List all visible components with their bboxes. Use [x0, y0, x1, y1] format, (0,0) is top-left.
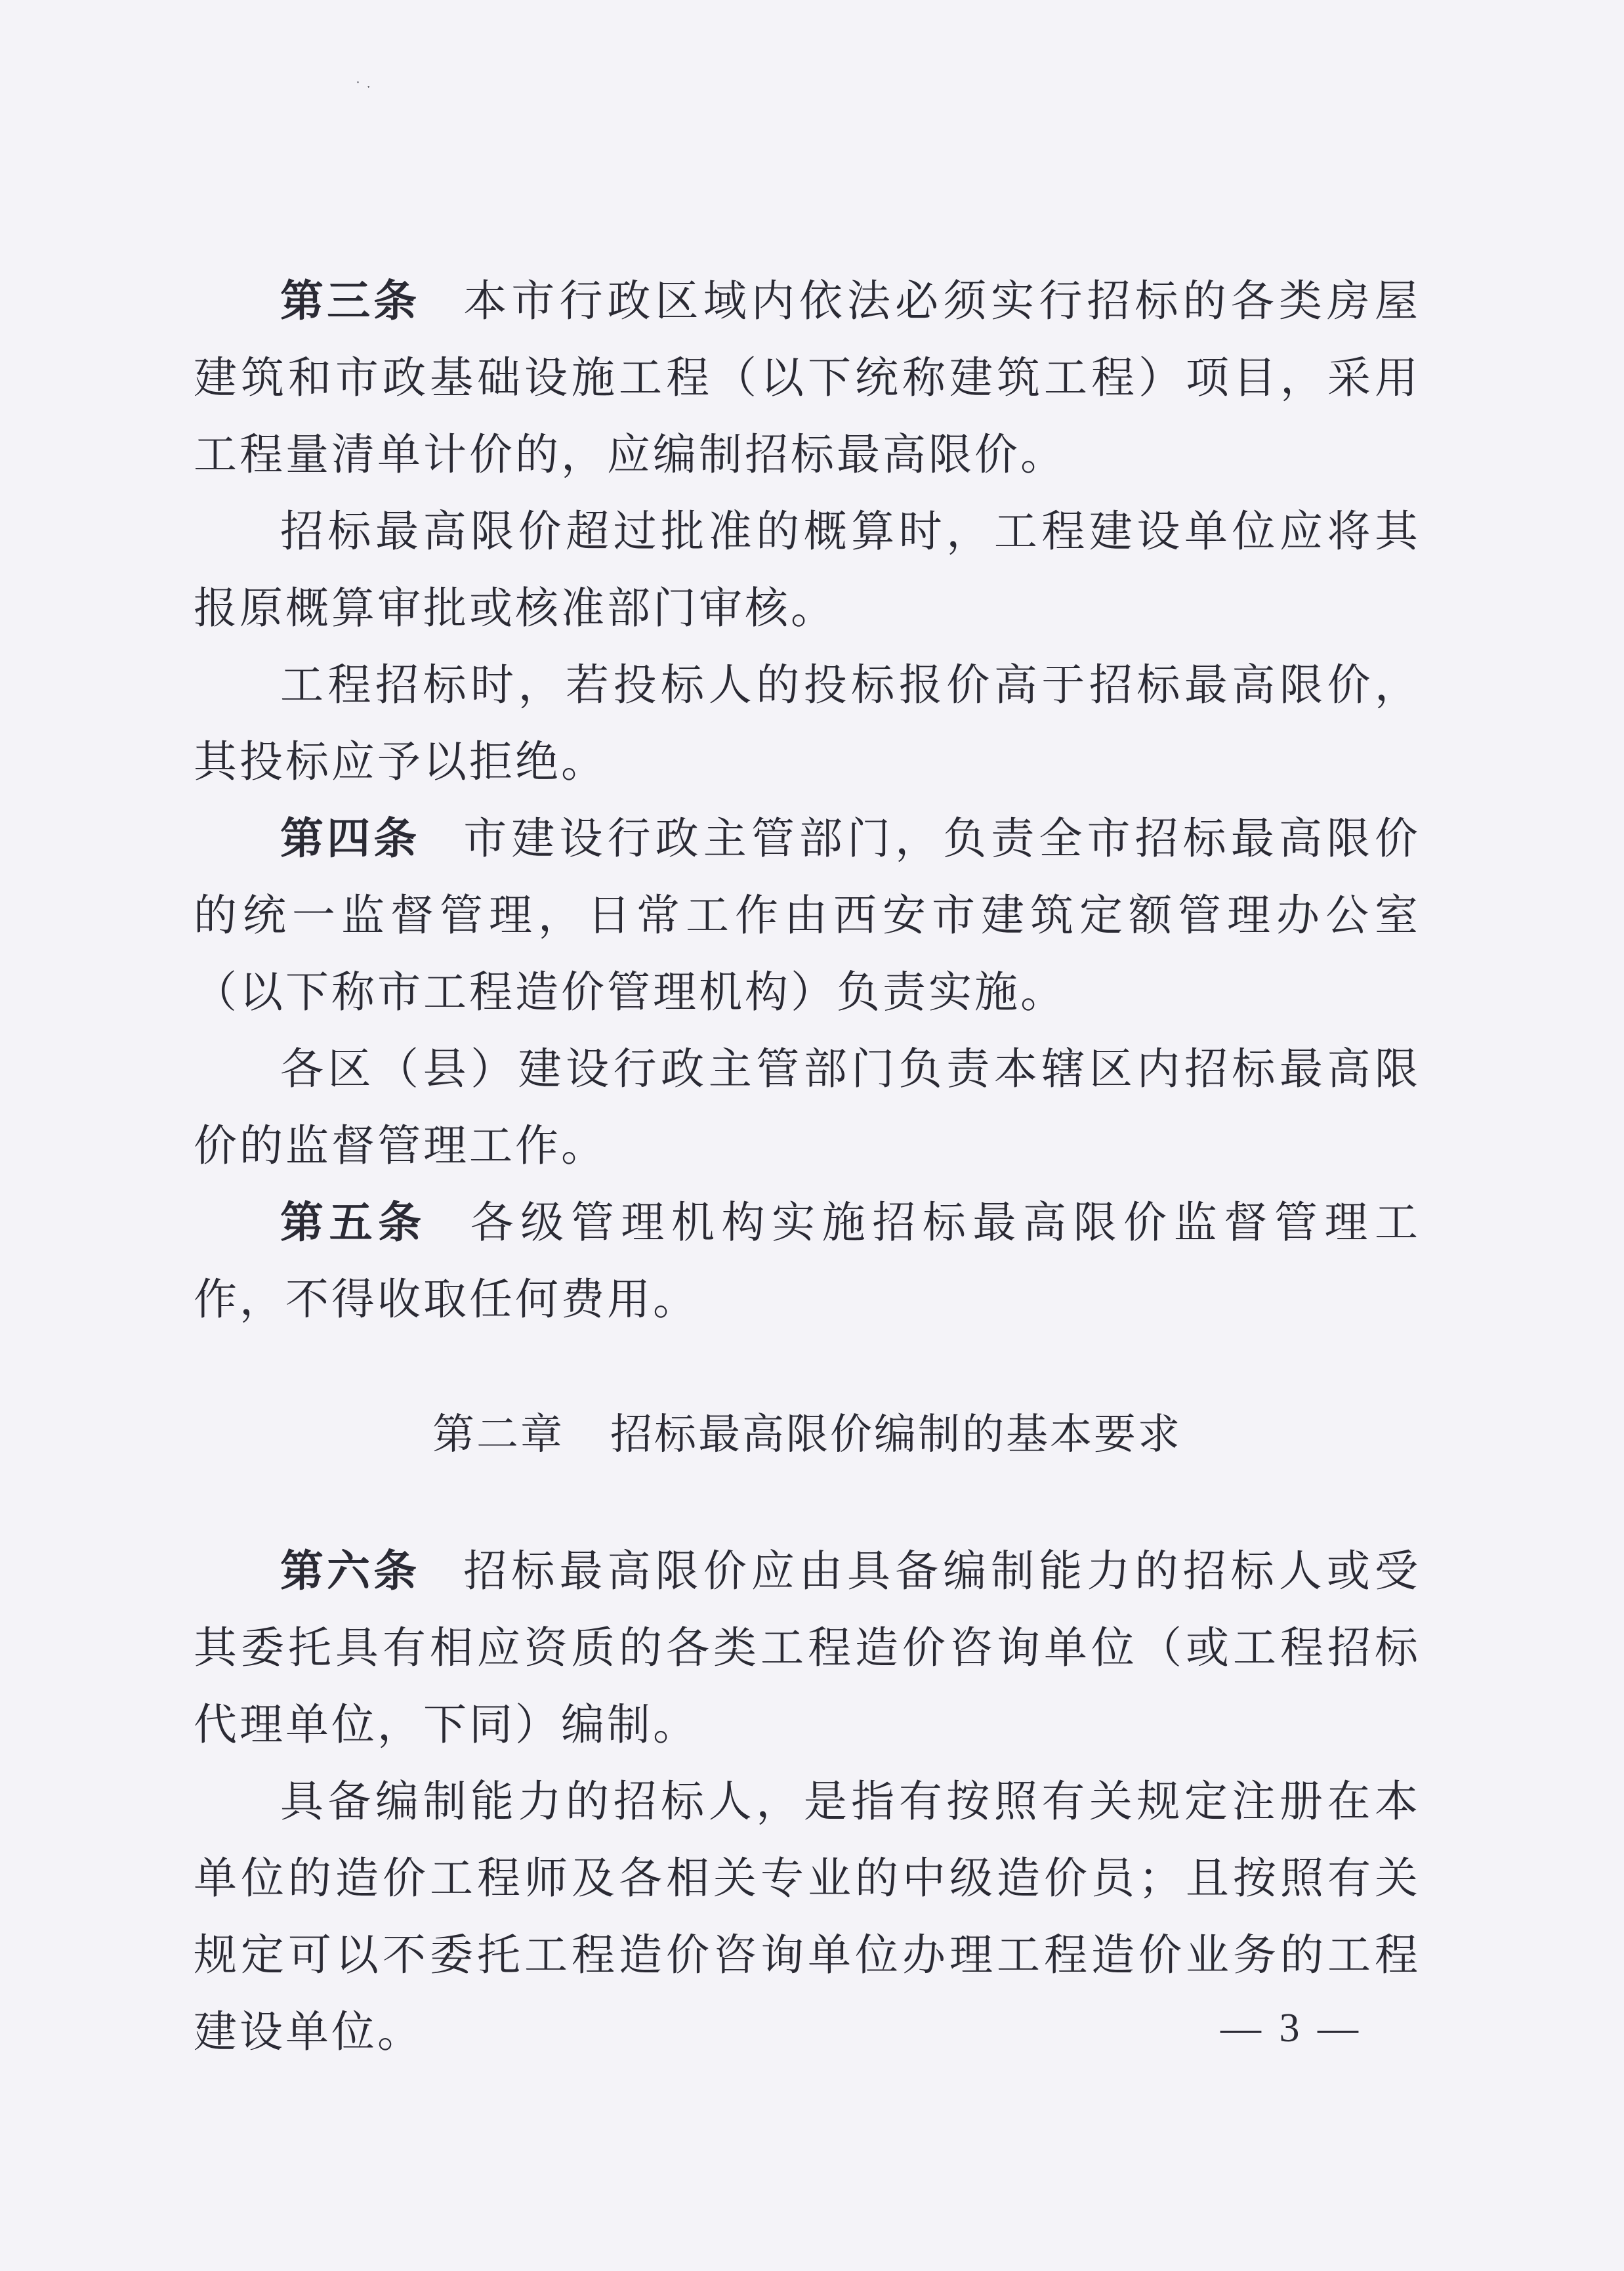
paragraph-text: 市建设行政主管部门，负责全市招标最高限价的统一监督管理，日常工作由西安市建筑定额管理办公室（以下称市工程造价管理机构）负责实施。	[194, 813, 1421, 1017]
article-3-paragraph-3	[194, 647, 1421, 800]
document-body	[194, 263, 1421, 2070]
chapter-heading	[194, 1397, 1421, 1474]
paragraph-text: 招标最高限价超过批准的概算时，工程建设单位应将其报原概算审批或核准部门审核。	[194, 506, 1421, 633]
paragraph-text: 本市行政区域内依法必须实行招标的各类房屋建筑和市政基础设施工程（以下统称建筑工程）项目，采用工程量清单计价的，应编制招标最高限价。	[194, 276, 1421, 480]
chapter-title: 招标最高限价编制的基本要求	[610, 1411, 1182, 1459]
paragraph-text: 各区（县）建设行政主管部门负责本辖区内招标最高限价的监督管理工作。	[194, 1044, 1421, 1171]
article-label: 第五条	[280, 1197, 427, 1248]
article-3-paragraph-2	[194, 493, 1421, 647]
article-label: 第六条	[280, 1546, 421, 1596]
scan-artifact: ˙ ˑ	[354, 80, 371, 96]
article-4-paragraph-2	[194, 1030, 1421, 1184]
article-4-paragraph	[194, 800, 1421, 1030]
chapter-number: 第二章	[432, 1411, 564, 1459]
article-label: 第四条	[280, 813, 421, 864]
article-6-paragraph	[194, 1533, 1421, 1763]
paragraph-text: 招标最高限价应由具备编制能力的招标人或受其委托具有相应资质的各类工程造价咨询单位（或工程招标代理单位，下同）编制。	[194, 1546, 1421, 1750]
article-3-paragraph	[194, 263, 1421, 493]
article-5-paragraph	[194, 1184, 1421, 1338]
paragraph-text: 工程招标时，若投标人的投标报价高于招标最高限价，其投标应予以拒绝。	[194, 660, 1421, 787]
page-number: — 3 —	[1220, 2006, 1362, 2050]
paragraph-text: 具备编制能力的招标人，是指有按照有关规定注册在本单位的造价工程师及各相关专业的中级造价员；且按照有关规定可以不委托工程造价咨询单位办理工程造价业务的工程建设单位。	[194, 1776, 1421, 2057]
article-label: 第三条	[280, 276, 421, 326]
paragraph-text: 各级管理机构实施招标最高限价监督管理工作，不得收取任何费用。	[194, 1197, 1421, 1325]
